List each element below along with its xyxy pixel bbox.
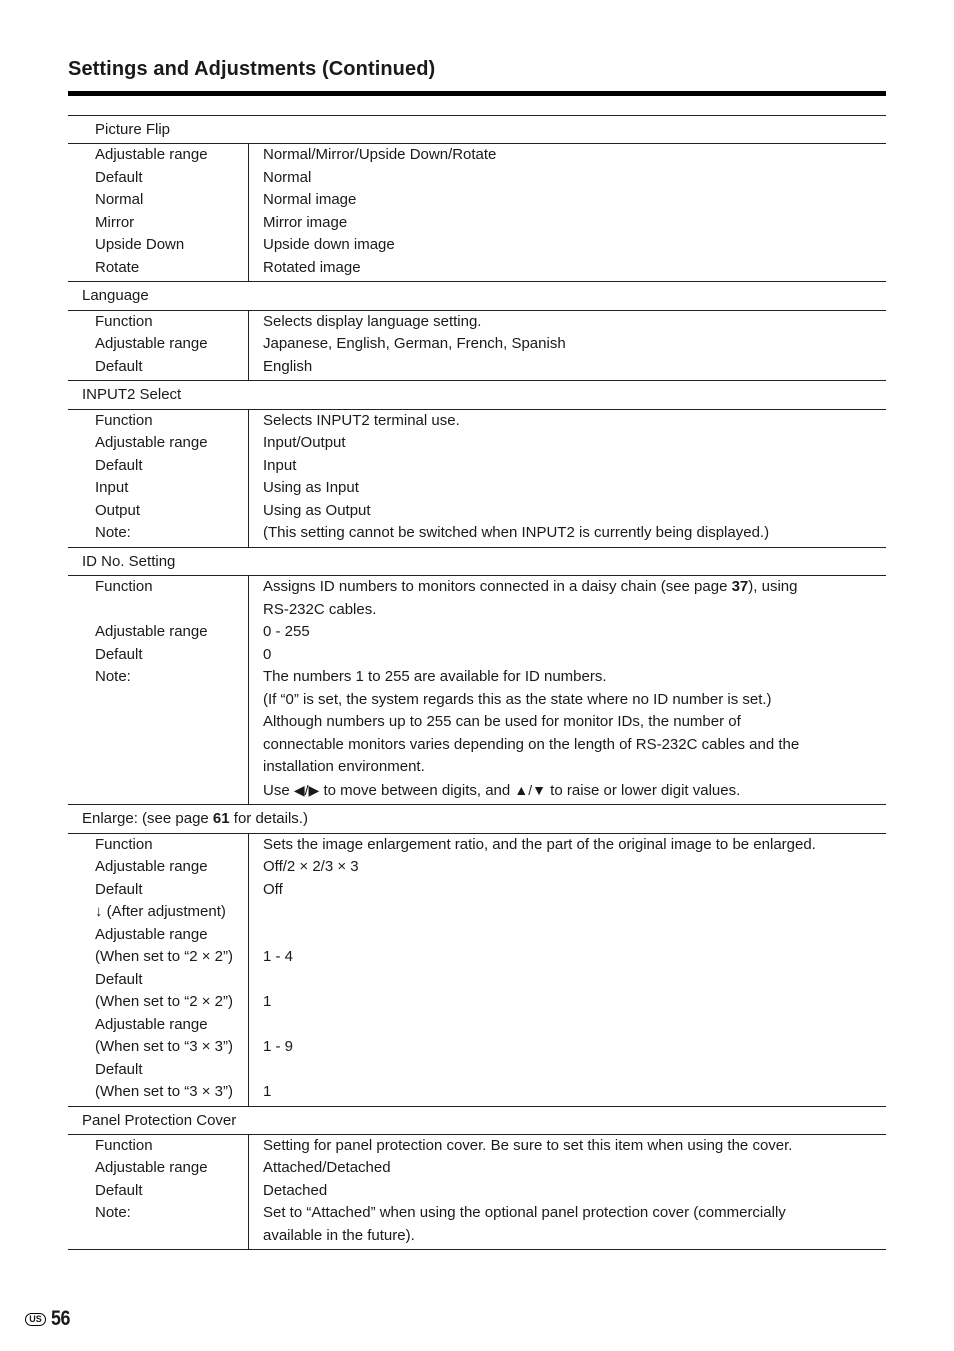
row-value: Input/Output <box>263 434 346 452</box>
row-label: Note: <box>95 1204 131 1222</box>
row-value: 1 - 9 <box>263 1038 294 1056</box>
row-value: Attached/Detached <box>263 1159 391 1177</box>
row-value: Upside down image <box>263 236 395 254</box>
row-value: Rotated image <box>263 258 361 276</box>
section-enlarge <box>68 805 886 1106</box>
row-label: Default <box>95 456 143 474</box>
row-label: Adjustable range <box>95 335 208 353</box>
row-label: Adjustable range <box>95 925 208 943</box>
row-label: Function <box>95 312 153 330</box>
section-language <box>68 282 886 381</box>
row-label: (When set to “3 × 3”) <box>95 1038 233 1056</box>
row-label: Function <box>95 411 153 429</box>
section-title: ID No. Setting <box>68 548 886 576</box>
row-label: (When set to “2 × 2”) <box>95 948 233 966</box>
row-value: Normal image <box>263 191 357 209</box>
section-input2-select <box>68 381 886 547</box>
note-line: Although numbers up to 255 can be used for monitor IDs, the number of <box>263 713 741 731</box>
page-footer <box>25 1307 73 1331</box>
row-label: Note: <box>95 524 131 542</box>
row-value: 1 - 4 <box>263 948 294 966</box>
row-value: 1 <box>263 993 272 1011</box>
row-value: Off/2 × 2/3 × 3 <box>263 858 359 876</box>
section-title: Panel Protection Cover <box>68 1107 886 1135</box>
row-label: Adjustable range <box>95 1159 208 1177</box>
row-value: Japanese, English, German, French, Spanish <box>263 335 566 353</box>
row-label: Default <box>95 880 143 898</box>
section-picture-flip <box>68 116 886 282</box>
row-value: Mirror image <box>263 213 348 231</box>
row-label: Function <box>95 578 153 596</box>
up-down-arrow-icon: ▲/▼ <box>514 781 547 798</box>
row-label: ↓ (After adjustment) <box>95 903 226 921</box>
row-label: Adjustable range <box>95 146 208 164</box>
row-value: (This setting cannot be switched when INPUT2 is currently being displayed.) <box>263 524 770 542</box>
row-label: Normal <box>95 191 144 209</box>
title-rule <box>68 91 886 96</box>
row-value: 0 - 255 <box>263 623 310 641</box>
row-value: Selects display language setting. <box>263 312 482 330</box>
page-reference: 37 <box>731 578 749 596</box>
row-label: Function <box>95 835 153 853</box>
region-badge: US <box>25 1313 46 1326</box>
row-label: Default <box>95 168 143 186</box>
section-title: INPUT2 Select <box>68 381 886 409</box>
row-label: Function <box>95 1136 153 1154</box>
row-label: (When set to “3 × 3”) <box>95 1083 233 1101</box>
row-label: Default <box>95 645 143 663</box>
row-value: Set to “Attached” when using the optional panel protection cover (commercially <box>263 1204 786 1222</box>
row-value: Off <box>263 880 283 898</box>
row-value: 0 <box>263 645 272 663</box>
settings-table <box>68 115 886 1250</box>
section-title: Language <box>68 282 886 310</box>
row-label: Adjustable range <box>95 1015 208 1033</box>
row-label: Input <box>95 479 129 497</box>
row-value: English <box>263 357 313 375</box>
row-label: Adjustable range <box>95 858 208 876</box>
row-value: available in the future). <box>263 1226 415 1244</box>
section-panel-protection-cover <box>68 1107 886 1251</box>
row-value: Detached <box>263 1181 328 1199</box>
row-value: Using as Output <box>263 501 371 519</box>
row-label: Upside Down <box>95 236 185 254</box>
note-line: installation environment. <box>263 758 425 776</box>
section-title: Enlarge: (see page 61 for details.) <box>68 805 886 833</box>
left-right-arrow-icon: ◀/▶ <box>293 781 320 798</box>
row-value: Normal/Mirror/Upside Down/Rotate <box>263 146 497 164</box>
row-label: Note: <box>95 668 131 686</box>
row-label: Default <box>95 357 143 375</box>
row-label: Default <box>95 1181 143 1199</box>
row-value: Selects INPUT2 terminal use. <box>263 411 460 429</box>
section-title: Picture Flip <box>68 116 886 144</box>
row-value: Setting for panel protection cover. Be sure to set this item when using the cover. <box>263 1136 793 1154</box>
row-value: Normal <box>263 168 312 186</box>
row-value: Using as Input <box>263 479 359 497</box>
row-value: 1 <box>263 1083 272 1101</box>
row-label: Adjustable range <box>95 434 208 452</box>
note-line: (If “0” is set, the system regards this as the state where no ID number is set.) <box>263 690 772 708</box>
section-id-no-setting <box>68 548 886 805</box>
row-label: (When set to “2 × 2”) <box>95 993 233 1011</box>
row-value: Sets the image enlargement ratio, and the part of the original image to be enlarged. <box>263 835 816 853</box>
row-label: Default <box>95 1060 143 1078</box>
row-value: Input <box>263 456 297 474</box>
row-label: Default <box>95 970 143 988</box>
page-number: 56 <box>51 1307 71 1330</box>
row-label: Adjustable range <box>95 623 208 641</box>
note-line: The numbers 1 to 255 are available for ID numbers. <box>263 668 607 686</box>
row-label: Mirror <box>95 213 135 231</box>
page-reference: 61 <box>212 810 230 828</box>
note-line: Use ◀/▶ to move between digits, and ▲/▼ to raise or lower digit values. <box>263 781 741 799</box>
row-value: RS-232C cables. <box>263 600 377 618</box>
row-label: Output <box>95 501 141 519</box>
row-label: Rotate <box>95 258 140 276</box>
row-value: Assigns ID numbers to monitors connected in a daisy chain (see page 37), using <box>263 578 798 596</box>
page-title: Settings and Adjustments (Continued) <box>68 58 436 80</box>
note-line: connectable monitors varies depending on the length of RS-232C cables and the <box>263 735 800 753</box>
